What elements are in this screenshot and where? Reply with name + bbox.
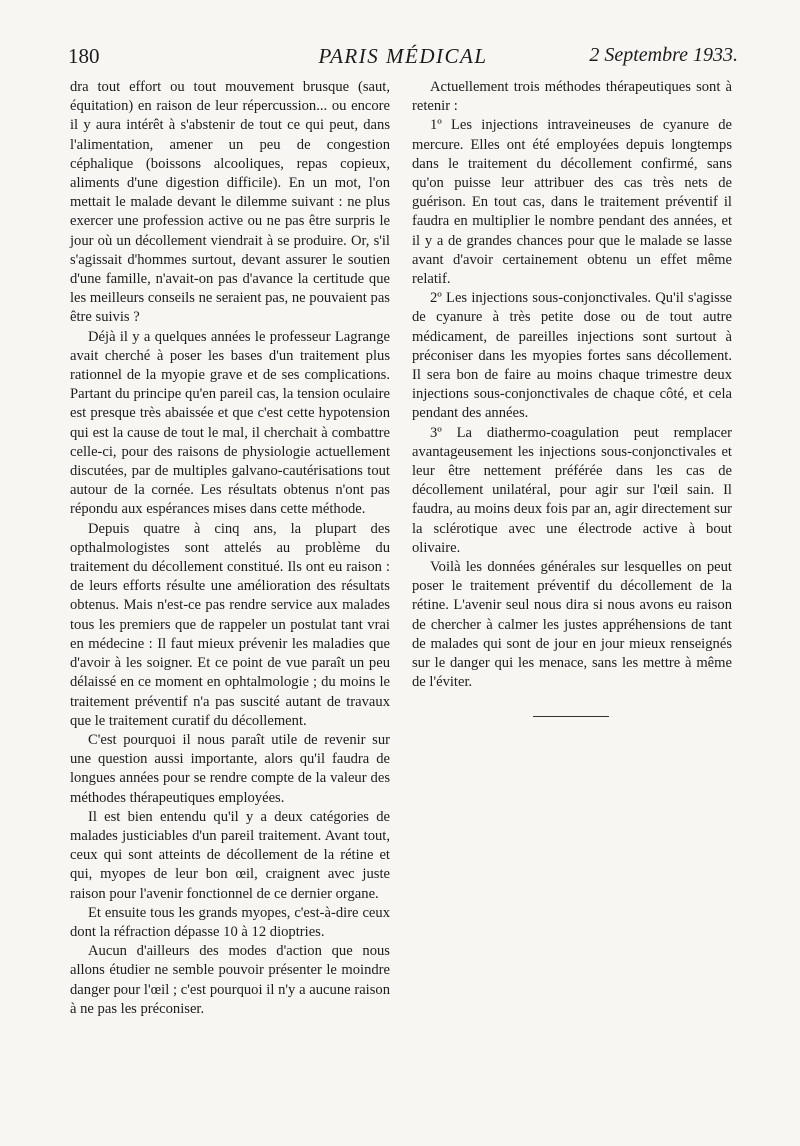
- paragraph: C'est pourquoi il nous paraît utile de revenir sur une question aussi importante, alors qu'il faudra de longues années pour se rendre compte de la valeur des méthodes thérapeutiques employées.: [70, 731, 390, 806]
- paragraph: 1º Les injections intraveineuses de cyanure de mercure. Elles ont été employées depuis longtemps dans le traitement du décollement confirmé, sans qu'on puisse leur attribuer des cas très nets de guérison. En tout cas, dans le traitement préventif il faudra en multiplier le nombre pendant des années, et il y a de grandes chances pour que le malade se lasse avant d'avoir certainement obtenu un effet même relatif.: [412, 117, 732, 288]
- paragraph: Aucun d'ailleurs des modes d'action que nous allons étudier ne semble pouvoir présenter le moindre danger pour l'œil ; c'est pourquoi il n'y a aucune raison à ne pas les préconiser.: [70, 943, 390, 1017]
- paragraph: 2º Les injections sous-conjonctivales. Qu'il s'agisse de cyanure à très petite dose ou de tout autre médicament, de pareilles injections sont surtout à préconiser dans les myopies fortes sans décollement. Il sera bon de faire au moins chaque trimestre deux injections sous-conjonctivales de chaque côté, et cela pendant des années.: [412, 290, 732, 422]
- right-column: [412, 78, 732, 693]
- paragraph: Déjà il y a quelques années le professeur Lagrange avait cherché à poser les bases d'un traitement plus rationnel de la myopie grave et de ses complications. Partant du principe qu'en pareil cas, la tension oculaire est presque très abaissée et que c'est cette hypotension qui est la cause de tout le mal, il cherchait à combattre celle-ci, pour des raisons de physiologie actuellement discutées, par de multiples galvano-cautérisations tout autour de la cornée. Les résultats obtenus n'ont pas répondu aux espérances mises dans cette méthode.: [70, 328, 390, 518]
- paragraph: Voilà les données générales sur lesquelles on peut poser le traitement préventif du décollement de la rétine. L'avenir seul nous dira si nous avons eu raison de chercher à calmer les justes appréhensions de tant de malades qui sont de jour en jour mieux renseignés sur le danger qui les menace, sans les mettre à même de l'éviter.: [412, 559, 732, 691]
- paragraph: 3º La diathermo-coagulation peut remplacer avantageusement les injections sous-conjonctivales et leur être nettement préférée dans les cas de décollement unilatéral, pour agir sur l'œil sain. Il faudra, au moins deux fois par an, agir directement sur la sclérotique avec une électrode active à bout olivaire.: [412, 424, 732, 556]
- issue-date: 2 Septembre 1933.: [589, 44, 738, 66]
- page-number: 180: [68, 44, 100, 68]
- section-divider: [533, 716, 609, 717]
- left-column: [70, 78, 390, 1019]
- paragraph: Et ensuite tous les grands myopes, c'est-à-dire ceux dont la réfraction dépasse 10 à 12 dioptries.: [70, 904, 390, 940]
- journal-title: PARIS MÉDICAL: [318, 44, 488, 68]
- paragraph: Depuis quatre à cinq ans, la plupart des opthalmologistes sont attelés au problème du traitement du décollement constitué. Ils ont eu raison : de leurs efforts résulte une amélioration des résultats obtenus. Mais n'est-ce pas rendre service aux malades tous les premiers que de rappeler un postulat tant vrai en médecine : Il faut mieux prévenir les maladies que d'avoir à les soigner. Et ce point de vue paraît un peu délaissé en ce moment en ophtalmologie ; du moins le traitement préventif n'a pas suscité autant de travaux que le traitement curatif du décollement.: [70, 520, 390, 729]
- paragraph: dra tout effort ou tout mouvement brusque (saut, équitation) en raison de leur répercussion... ou encore il y aura intérêt à s'abstenir de tout ce qui peut, dans l'alimentation, amener un peu de congestion céphalique (boissons alcooliques, repas copieux, aliments d'une digestion difficile). En un mot, l'on mettait le malade devant le dilemme suivant : ne plus exercer une profession active ou ne pas être surpris le jour où un décollement viendrait à se produire. Or, s'il s'agissait d'hommes surtout, devant assurer le soutien d'une famille, n'avait-on pas d'avance la certitude que les meilleurs conseils ne seraient pas, ne pouvaient pas être suivis ?: [70, 79, 390, 326]
- running-header: [68, 44, 738, 74]
- paragraph: Actuellement trois méthodes thérapeutiques sont à retenir :: [412, 79, 732, 115]
- paragraph: Il est bien entendu qu'il y a deux catégories de malades justiciables d'un pareil traitement. Avant tout, ceux qui sont atteints de décollement de la rétine et qui, myopes de leur bon œil, craignent avec juste raison pour l'avenir fonctionnel de ce dernier organe.: [70, 808, 390, 902]
